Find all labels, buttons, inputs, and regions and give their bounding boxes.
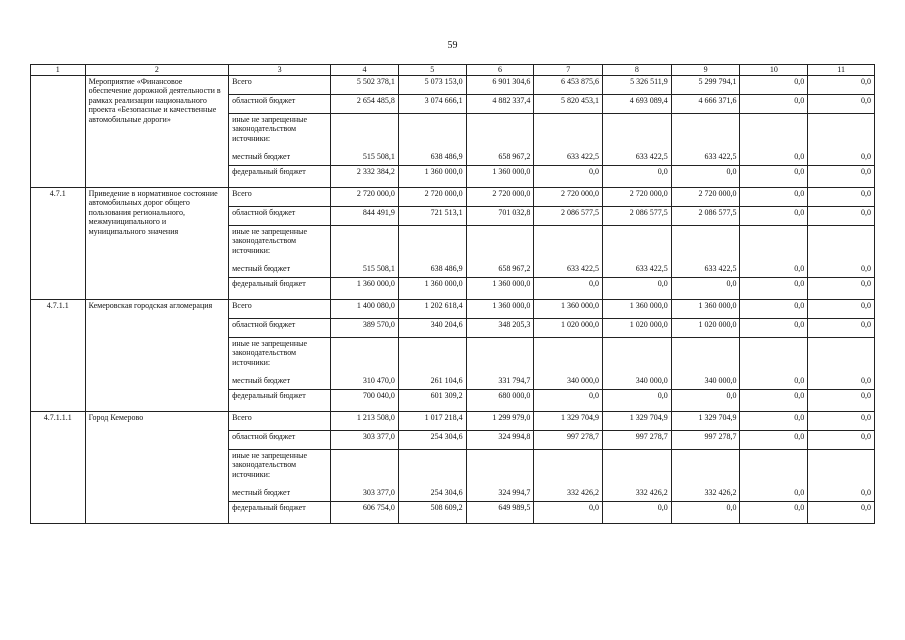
value-cell: 0,0 [808,299,875,318]
value-cell: 508 609,2 [398,501,466,523]
empty-cell [466,449,534,487]
value-cell: 997 278,7 [534,430,603,449]
row-code: 4.7.1.1 [31,299,86,411]
value-cell: 1 020 000,0 [671,318,740,337]
value-cell: 0,0 [740,94,808,113]
value-cell: 606 754,0 [331,501,399,523]
value-cell: 0,0 [740,430,808,449]
value-cell: 1 202 618,4 [398,299,466,318]
source-label: иные не запрещенные законодательством источники: [229,225,331,263]
value-cell: 0,0 [603,165,672,187]
value-cell: 5 502 378,1 [331,75,399,94]
source-label: местный бюджет [229,375,331,390]
value-cell: 2 086 577,5 [534,206,603,225]
column-header: 10 [740,65,808,76]
row-code: 4.7.1.1.1 [31,411,86,523]
source-label: местный бюджет [229,151,331,166]
value-cell: 701 032,8 [466,206,534,225]
value-cell: 2 720 000,0 [671,187,740,206]
empty-cell [808,449,875,487]
source-label: местный бюджет [229,487,331,502]
value-cell: 348 205,3 [466,318,534,337]
value-cell: 1 360 000,0 [398,165,466,187]
column-header: 7 [534,65,603,76]
value-cell: 0,0 [808,389,875,411]
row-name: Приведение в нормативное состояние автомобильных дорог общего пользования регионального, межмуниципального и муниципального значения [85,187,229,299]
value-cell: 1 299 979,0 [466,411,534,430]
value-cell: 324 994,8 [466,430,534,449]
empty-cell [740,449,808,487]
value-cell: 0,0 [603,277,672,299]
value-cell: 0,0 [740,277,808,299]
source-label: иные не запрещенные законодательством источники: [229,449,331,487]
value-cell: 324 994,7 [466,487,534,502]
value-cell: 5 820 453,1 [534,94,603,113]
source-label: областной бюджет [229,318,331,337]
value-cell: 1 360 000,0 [331,277,399,299]
empty-cell [603,337,672,375]
empty-cell [740,113,808,151]
source-label: федеральный бюджет [229,277,331,299]
value-cell: 1 329 704,9 [534,411,603,430]
value-cell: 633 422,5 [603,263,672,278]
value-cell: 633 422,5 [603,151,672,166]
source-label: федеральный бюджет [229,389,331,411]
value-cell: 303 377,0 [331,487,399,502]
value-cell: 340 000,0 [671,375,740,390]
empty-cell [398,337,466,375]
value-cell: 1 020 000,0 [534,318,603,337]
value-cell: 261 104,6 [398,375,466,390]
value-cell: 0,0 [808,318,875,337]
value-cell: 633 422,5 [534,263,603,278]
empty-cell [603,113,672,151]
value-cell: 0,0 [534,389,603,411]
value-cell: 0,0 [603,389,672,411]
value-cell: 601 309,2 [398,389,466,411]
header-row [31,65,875,76]
source-label: Всего [229,75,331,94]
value-cell: 303 377,0 [331,430,399,449]
value-cell: 0,0 [740,187,808,206]
source-label: федеральный бюджет [229,165,331,187]
value-cell: 1 360 000,0 [534,299,603,318]
column-header: 3 [229,65,331,76]
source-label: федеральный бюджет [229,501,331,523]
value-cell: 6 453 875,6 [534,75,603,94]
empty-cell [671,113,740,151]
source-label: областной бюджет [229,94,331,113]
empty-cell [534,113,603,151]
value-cell: 633 422,5 [671,151,740,166]
value-cell: 1 020 000,0 [603,318,672,337]
value-cell: 515 508,1 [331,151,399,166]
table-row-total [31,411,875,430]
value-cell: 0,0 [740,318,808,337]
value-cell: 0,0 [808,165,875,187]
value-cell: 0,0 [740,487,808,502]
empty-cell [398,225,466,263]
value-cell: 1 360 000,0 [398,277,466,299]
empty-cell [671,337,740,375]
value-cell: 633 422,5 [671,263,740,278]
empty-cell [740,337,808,375]
empty-cell [534,449,603,487]
value-cell: 844 491,9 [331,206,399,225]
value-cell: 0,0 [671,165,740,187]
empty-cell [331,225,399,263]
value-cell: 2 720 000,0 [398,187,466,206]
value-cell: 332 426,2 [603,487,672,502]
value-cell: 5 299 794,1 [671,75,740,94]
empty-cell [671,225,740,263]
value-cell: 5 326 511,9 [603,75,672,94]
empty-cell [671,449,740,487]
column-header: 6 [466,65,534,76]
value-cell: 1 017 218,4 [398,411,466,430]
source-label: местный бюджет [229,263,331,278]
value-cell: 1 213 508,0 [331,411,399,430]
value-cell: 0,0 [808,206,875,225]
value-cell: 0,0 [808,277,875,299]
empty-cell [808,337,875,375]
value-cell: 1 329 704,9 [603,411,672,430]
value-cell: 332 426,2 [534,487,603,502]
value-cell: 1 329 704,9 [671,411,740,430]
value-cell: 1 360 000,0 [466,299,534,318]
value-cell: 515 508,1 [331,263,399,278]
source-label: иные не запрещенные законодательством источники: [229,113,331,151]
value-cell: 638 486,9 [398,263,466,278]
empty-cell [534,225,603,263]
value-cell: 0,0 [808,75,875,94]
value-cell: 5 073 153,0 [398,75,466,94]
value-cell: 0,0 [808,375,875,390]
value-cell: 633 422,5 [534,151,603,166]
value-cell: 2 720 000,0 [466,187,534,206]
row-code [31,75,86,187]
value-cell: 0,0 [740,165,808,187]
value-cell: 2 720 000,0 [603,187,672,206]
column-header: 8 [603,65,672,76]
value-cell: 2 654 485,8 [331,94,399,113]
empty-cell [740,225,808,263]
value-cell: 0,0 [740,389,808,411]
value-cell: 0,0 [671,389,740,411]
row-name: Мероприятие «Финансовое обеспечение дорожной деятельности в рамках реализации национального проекта «Безопасные и качественные автомобильные дороги» [85,75,229,187]
value-cell: 0,0 [740,375,808,390]
value-cell: 1 360 000,0 [671,299,740,318]
value-cell: 4 882 337,4 [466,94,534,113]
value-cell: 0,0 [740,75,808,94]
value-cell: 1 360 000,0 [466,165,534,187]
column-header: 11 [808,65,875,76]
value-cell: 6 901 304,6 [466,75,534,94]
table-row-total [31,299,875,318]
value-cell: 0,0 [808,263,875,278]
value-cell: 2 720 000,0 [534,187,603,206]
empty-cell [466,337,534,375]
value-cell: 1 360 000,0 [466,277,534,299]
empty-cell [398,113,466,151]
value-cell: 310 470,0 [331,375,399,390]
column-header: 4 [331,65,399,76]
value-cell: 0,0 [603,501,672,523]
value-cell: 0,0 [740,263,808,278]
value-cell: 0,0 [808,94,875,113]
value-cell: 0,0 [740,501,808,523]
source-label: областной бюджет [229,430,331,449]
value-cell: 997 278,7 [671,430,740,449]
source-label: областной бюджет [229,206,331,225]
value-cell: 0,0 [808,187,875,206]
row-name: Город Кемерово [85,411,229,523]
empty-cell [808,225,875,263]
value-cell: 2 086 577,5 [603,206,672,225]
value-cell: 658 967,2 [466,151,534,166]
value-cell: 0,0 [671,501,740,523]
value-cell: 4 666 371,6 [671,94,740,113]
value-cell: 0,0 [808,501,875,523]
value-cell: 331 794,7 [466,375,534,390]
table-row-total [31,187,875,206]
budget-table [30,64,875,524]
value-cell: 997 278,7 [603,430,672,449]
source-label: Всего [229,411,331,430]
value-cell: 0,0 [808,487,875,502]
column-header: 5 [398,65,466,76]
row-name: Кемеровская городская агломерация [85,299,229,411]
value-cell: 2 332 384,2 [331,165,399,187]
value-cell: 649 989,5 [466,501,534,523]
empty-cell [534,337,603,375]
value-cell: 254 304,6 [398,430,466,449]
value-cell: 340 204,6 [398,318,466,337]
value-cell: 0,0 [534,165,603,187]
source-label: Всего [229,187,331,206]
value-cell: 3 074 666,1 [398,94,466,113]
value-cell: 254 304,6 [398,487,466,502]
empty-cell [331,113,399,151]
column-header: 1 [31,65,86,76]
value-cell: 4 693 089,4 [603,94,672,113]
value-cell: 0,0 [740,206,808,225]
source-label: Всего [229,299,331,318]
value-cell: 680 000,0 [466,389,534,411]
value-cell: 1 400 080,0 [331,299,399,318]
row-code: 4.7.1 [31,187,86,299]
value-cell: 389 570,0 [331,318,399,337]
empty-cell [398,449,466,487]
empty-cell [603,449,672,487]
value-cell: 332 426,2 [671,487,740,502]
value-cell: 658 967,2 [466,263,534,278]
value-cell: 638 486,9 [398,151,466,166]
value-cell: 0,0 [808,430,875,449]
empty-cell [466,113,534,151]
empty-cell [808,113,875,151]
value-cell: 0,0 [808,411,875,430]
value-cell: 721 513,1 [398,206,466,225]
value-cell: 700 040,0 [331,389,399,411]
value-cell: 1 360 000,0 [603,299,672,318]
column-header: 9 [671,65,740,76]
value-cell: 0,0 [671,277,740,299]
value-cell: 340 000,0 [534,375,603,390]
page-number: 59 [447,40,458,51]
empty-cell [466,225,534,263]
value-cell: 0,0 [740,151,808,166]
empty-cell [603,225,672,263]
table-row-total [31,75,875,94]
value-cell: 2 720 000,0 [331,187,399,206]
column-header: 2 [85,65,229,76]
value-cell: 0,0 [534,277,603,299]
source-label: иные не запрещенные законодательством источники: [229,337,331,375]
empty-cell [331,449,399,487]
value-cell: 0,0 [534,501,603,523]
value-cell: 0,0 [740,299,808,318]
value-cell: 2 086 577,5 [671,206,740,225]
value-cell: 0,0 [740,411,808,430]
empty-cell [331,337,399,375]
value-cell: 340 000,0 [603,375,672,390]
value-cell: 0,0 [808,151,875,166]
